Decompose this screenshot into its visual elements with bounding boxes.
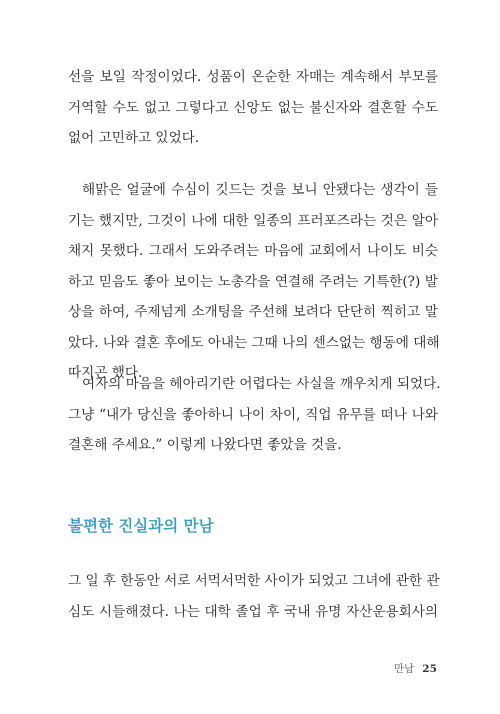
text-line: 없어 고민하고 있었다. — [68, 130, 200, 146]
paragraph-4 — [68, 566, 438, 627]
section-heading: 불편한 진실과의 만남 — [68, 516, 214, 535]
text-line: 채지 못했다. 그래서 도와주려는 마음에 교회에서 나이도 비슷 — [68, 243, 438, 259]
paragraph-3 — [68, 369, 441, 461]
page-number: 25 — [422, 663, 437, 675]
text-line: 그 일 후 한동안 서로 서먹서먹한 사이가 되었고 그녀에 관한 관 — [68, 573, 440, 589]
text-line: 하고 믿음도 좋아 보이는 노총각을 연결해 주려는 기특한(?) 발 — [68, 273, 438, 290]
page-footer — [394, 661, 437, 676]
running-title: 만남 — [394, 663, 415, 675]
text-line: 해맑은 얼굴에 수심이 깃드는 것을 보니 안됐다는 생각이 들 — [82, 182, 438, 198]
text-line: 따지곤 했다. — [68, 365, 143, 381]
text-line: 선을 보일 작정이었다. 성품이 온순한 자매는 계속해서 부모를 — [68, 69, 438, 85]
paragraph-2 — [68, 175, 438, 389]
text-line: 상을 하여, 주제넘게 소개팅을 주선해 보려다 단단히 찍히고 말 — [68, 304, 438, 320]
text-line: 결혼해 주세요.” 이렇게 나왔다면 좋았을 것을. — [68, 437, 342, 453]
text-line: 심도 시들해졌다. 나는 대학 졸업 후 국내 유명 자산운용회사의 — [68, 603, 438, 620]
text-line: 여자의 마음을 헤아리기란 어렵다는 사실을 깨우치게 되었다. — [82, 376, 441, 392]
text-line: 그냥 “내가 당신을 좋아하니 나이 차이, 직업 유무를 떠나 나와 — [68, 406, 438, 423]
text-line: 기는 했지만, 그것이 나에 대한 일종의 프러포즈라는 것은 알아 — [68, 212, 438, 229]
paragraph-1 — [68, 62, 438, 154]
text-line: 거역할 수도 없고 그렇다고 신앙도 없는 불신자와 결혼할 수도 — [68, 99, 438, 116]
text-line: 았다. 나와 결혼 후에도 아내는 그때 나의 센스없는 행동에 대해 — [68, 334, 440, 351]
